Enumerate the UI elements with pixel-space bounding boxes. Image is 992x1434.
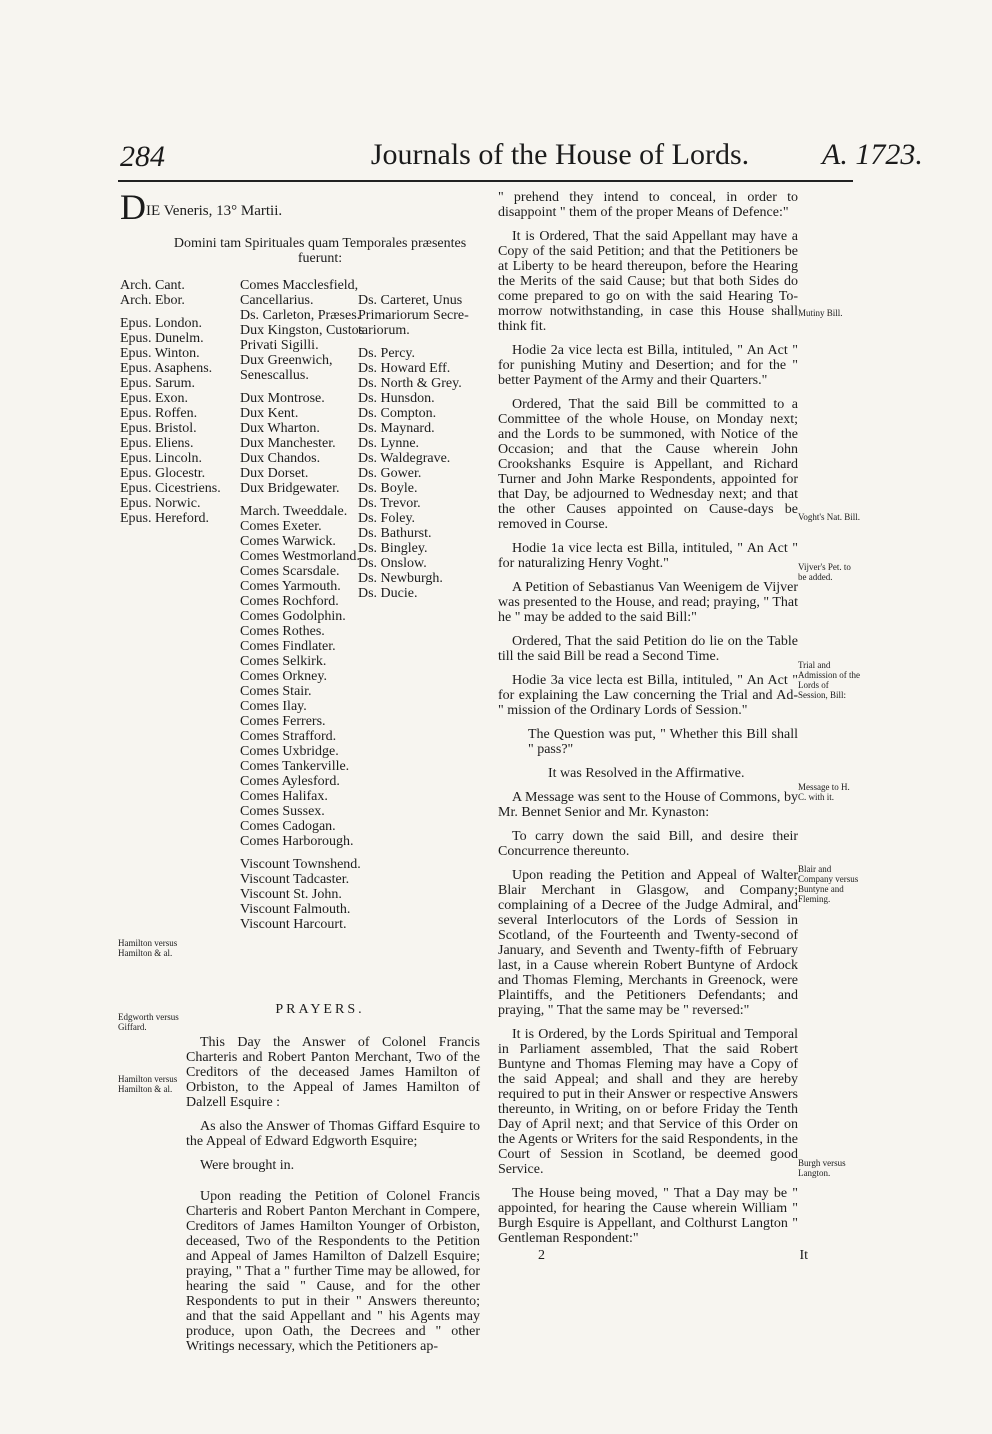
prayers-heading: PRAYERS. <box>275 1002 365 1017</box>
lord-name: Comes Selkirk. <box>240 654 327 669</box>
margin-note: Message to H. C. with it. <box>798 782 850 802</box>
lord-name: Epus. Exon. <box>120 391 189 406</box>
lord-name: Epus. Cicestriens. <box>120 481 221 496</box>
lord-name: Comes Godolphin. <box>240 609 346 624</box>
paragraph: Ordered, That the said Petition do lie on the Table till the said Bill be read a Second Time. <box>498 634 798 664</box>
lord-name: Comes Orkney. <box>240 669 327 684</box>
margin-note: Vijver's Pet. to be added. <box>798 562 851 582</box>
lord-name: Ds. Percy. <box>358 346 416 361</box>
lord-name: Comes Cadogan. <box>240 819 336 834</box>
lord-name: Comes Scarsdale. <box>240 564 340 579</box>
header-rule <box>118 180 853 182</box>
paragraph: Hodie 2a vice lecta est Billa, intituled, " An Act " for punishing Mutiny and Desertion; and for the " better Payment of the Army and their Quarters." <box>498 343 798 388</box>
lord-name: Epus. Eliens. <box>120 436 194 451</box>
paragraph: Hodie 3a vice lecta est Billa, intituled, " An Act " for explaining the Law concerning the Trial and Ad- " mission of the Ordinary Lords of Session." <box>498 673 798 718</box>
lord-name: Dux Dorset. <box>240 466 309 481</box>
lord-name: Ds. Trevor. <box>358 496 421 511</box>
lord-name: Epus. Hereford. <box>120 511 210 526</box>
left-column <box>120 187 480 1363</box>
lord-name: Ds. Newburgh. <box>358 571 443 586</box>
lord-name: Dux Chandos. <box>240 451 321 466</box>
lord-name: Viscount St. John. <box>240 887 342 902</box>
paragraph: Upon reading the Petition of Colonel Francis Charteris and Robert Panton Merchant in Compere, Creditors of James Hamilton Younger of Orbiston, deceased, Two of the Respondents to the Petition and Appeal of James Hamilton of Dalzell Esquire; praying, " That a " further Time may be allowed, for hearing the said " Cause, and for the other Respondents to put in their " Answers thereunto; and that the said Appellant and " his Agents may produce, upon Oath, the Decrees and " other Writings necessary, which the Petitioners ap- <box>186 1189 480 1354</box>
lord-name: Comes Tankerville. <box>240 759 350 774</box>
lord-name: Ds. Hunsdon. <box>358 391 435 406</box>
paragraph: It is Ordered, by the Lords Spiritual and Temporal in Parliament assembled, That the said Robert Buntyne and Thomas Fleming may have a Copy of the said Appeal; and shall and they are hereby required to put in their Answer or respective Answers thereunto, in Writing, on or before Friday the Tenth Day of April next; and that Service of this Order on the Agents or Writers for the said Respondents, in the Court of Session in Scotland, be deemed good Service. <box>498 1027 798 1177</box>
lord-name: Viscount Tadcaster. <box>240 872 350 887</box>
lord-name: Dux Wharton. <box>240 421 320 436</box>
lord-name: Dux Greenwich, <box>240 353 333 368</box>
paragraph: " prehend they intend to conceal, in order to disappoint " them of the proper Means of Defence:" <box>498 190 798 220</box>
lord-name: Ds. Compton. <box>358 406 437 421</box>
paragraph: As also the Answer of Thomas Giffard Esquire to the Appeal of Edward Edgworth Esquire; <box>186 1119 480 1149</box>
lord-name: Viscount Harcourt. <box>240 917 347 932</box>
lord-name: Comes Yarmouth. <box>240 579 341 594</box>
margin-note: Blair and Company versus Buntyne and Fleming. <box>798 864 859 904</box>
right-column <box>498 190 808 1264</box>
lord-name: Arch. Cant. <box>120 278 185 293</box>
lord-name: Comes Findlater. <box>240 639 336 654</box>
lord-name: Ds. Foley. <box>358 511 416 526</box>
lord-name: Comes Sussex. <box>240 804 325 819</box>
paragraph: The Question was put, " Whether this Bill shall " pass?" <box>528 727 798 757</box>
lord-name: Comes Strafford. <box>240 729 337 744</box>
lord-name: Ds. Gower. <box>358 466 422 481</box>
lord-name: Dux Manchester. <box>240 436 336 451</box>
lord-name: Ds. Lynne. <box>358 436 420 451</box>
lord-name: Senescallus. <box>240 368 309 383</box>
paragraph: It was Resolved in the Affirmative. <box>548 766 745 781</box>
lord-name: Epus. Norwic. <box>120 496 201 511</box>
lord-name: Epus. Asaphens. <box>120 361 213 376</box>
paragraph: A Message was sent to the House of Commons, by Mr. Bennet Senior and Mr. Kynaston: <box>498 790 798 820</box>
margin-note: Mutiny Bill. <box>798 308 843 318</box>
spiritual-lords <box>120 278 220 526</box>
lord-name: Viscount Falmouth. <box>240 902 351 917</box>
lord-name: Epus. Roffen. <box>120 406 198 421</box>
lord-name: Ds. Carteret, Unus <box>358 293 463 308</box>
lord-name: Viscount Townshend. <box>240 857 361 872</box>
lord-name: Comes Stair. <box>240 684 312 699</box>
lord-name: Dux Kingston, Custos <box>240 323 365 338</box>
lord-name: Epus. Winton. <box>120 346 200 361</box>
present-heading: Domini tam Spirituales quam Temporales præsentes fuerunt: <box>173 236 467 266</box>
paragraph: This Day the Answer of Colonel Francis Charteris and Robert Panton Merchant, Two of the Creditors of the deceased James Hamilton of Orbiston, to the Appeal of James Hamilton of Dalzell Esquire : <box>186 1035 480 1110</box>
lord-name: Comes Macclesfield, <box>240 278 359 293</box>
lord-name: Arch. Ebor. <box>120 293 185 308</box>
lord-name: Comes Harborough. <box>240 834 354 849</box>
running-head: Journals of the House of Lords. <box>370 138 750 171</box>
lord-name: Comes Aylesford. <box>240 774 340 789</box>
lord-name: Comes Ilay. <box>240 699 307 714</box>
paragraph: Were brought in. <box>200 1158 295 1173</box>
day-heading-text: IE Veneris, 13° Martii. <box>146 203 283 219</box>
lord-name: Epus. Glocestr. <box>120 466 206 481</box>
lord-name: Ds. Maynard. <box>358 421 435 436</box>
lord-name: March. Tweeddale. <box>240 504 348 519</box>
margin-note: Hamilton versus Hamilton & al. <box>118 938 178 958</box>
margin-note: Edgworth versus Giffard. <box>118 1012 179 1032</box>
temporal-lords <box>240 278 370 932</box>
lord-name: Ds. Ducie. <box>358 586 418 601</box>
margin-note: Hamilton versus Hamilton & al. <box>118 1074 178 1094</box>
lord-name: Ds. Onslow. <box>358 556 427 571</box>
lord-name: Comes Rothes. <box>240 624 325 639</box>
lord-name: Epus. Bristol. <box>120 421 197 436</box>
page-number: 284 <box>120 140 165 173</box>
lord-name: Cancellarius. <box>240 293 314 308</box>
lord-name: Ds. Bingley. <box>358 541 428 556</box>
lord-name: Epus. London. <box>120 316 203 331</box>
day-heading <box>120 187 480 227</box>
lord-name: Dux Montrose. <box>240 391 325 406</box>
lord-name: Comes Warwick. <box>240 534 336 549</box>
lord-name: Comes Rochford. <box>240 594 339 609</box>
paragraph: Hodie 1a vice lecta est Billa, intituled, " An Act " for naturalizing Henry Voght." <box>498 541 798 571</box>
lord-name: Ds. North & Grey. <box>358 376 462 391</box>
lord-name: Primariorum Secre- <box>358 308 469 323</box>
lords-list <box>120 278 480 978</box>
lord-name: Ds. Howard Eff. <box>358 361 451 376</box>
lord-name: Dux Bridgewater. <box>240 481 340 496</box>
lord-name: Ds. Boyle. <box>358 481 418 496</box>
margin-note: Burgh versus Langton. <box>798 1158 846 1178</box>
margin-note: Trial and Admission of the Lords of Session, Bill: <box>798 660 860 700</box>
lord-name: Privati Sigilli. <box>240 338 319 353</box>
catchword: It <box>799 1248 808 1263</box>
lord-name: Epus. Sarum. <box>120 376 196 391</box>
lord-name: Comes Uxbridge. <box>240 744 339 759</box>
paragraph: The House being moved, " That a Day may be " appointed, for hearing the Cause wherein William " Burgh Esquire is Appellant, and Colthurst Langton " Gentleman Respondent:" <box>498 1186 798 1246</box>
lord-name: Epus. Dunelm. <box>120 331 204 346</box>
lord-name: Dux Kent. <box>240 406 299 421</box>
drop-cap: D <box>120 187 146 227</box>
lord-name: Comes Westmorland. <box>240 549 360 564</box>
paragraph: To carry down the said Bill, and desire their Concurrence thereunto. <box>498 829 798 859</box>
lord-name: tariorum. <box>358 323 410 338</box>
lord-name: Ds. Bathurst. <box>358 526 432 541</box>
paragraph: Upon reading the Petition and Appeal of Walter Blair Merchant in Glasgow, and Company; complaining of a Decree of the Judge Admiral, and several Interlocutors of the Lords of Session in Scotland, of the Fourteenth and Twenty-second of January, and Seventh and Twenty-fifth of February last, in a Cause wherein Robert Buntyne of Ardock and Thomas Fleming, Merchants in Greenock, were Plaintiffs, and the Petitioners Defendants; and praying, " That the same may be " reversed:" <box>498 868 798 1018</box>
lord-name: Comes Exeter. <box>240 519 322 534</box>
lord-name: Epus. Lincoln. <box>120 451 203 466</box>
lord-name: Ds. Waldegrave. <box>358 451 451 466</box>
lord-name: Ds. Carleton, Præses. <box>240 308 361 323</box>
signature-mark: 2 <box>538 1248 545 1263</box>
lord-name: Comes Ferrers. <box>240 714 326 729</box>
lord-name: Comes Halifax. <box>240 789 328 804</box>
paragraph: A Petition of Sebastianus Van Weenigem de Vijver was presented to the House, and read; praying, " That he " may be added to the said Bill:" <box>498 580 798 625</box>
paragraph: It is Ordered, That the said Appellant may have a Copy of the said Petition; and that the Petitioners be at Liberty to be heard thereupon, before the Hearing the Merits of the said Cause; but that both Sides do come prepared to go on with the said Hearing To-morrow notwithstanding, in case this House shall think fit. <box>498 229 798 334</box>
year: A. 1723. <box>822 138 923 171</box>
barons <box>358 293 483 601</box>
margin-note: Voght's Nat. Bill. <box>798 512 860 522</box>
paragraph: Ordered, That the said Bill be committed to a Committee of the whole House, on Monday next; and the Lords to be summoned, with Notice of the Occasion; and that the Cause wherein John Crookshanks Esquire is Appellant, and Richard Turner and John Marke Respondents, appointed for that Day, be adjourned to Wednesday next; and that the other Causes appointed on Cause-days be removed in Course. <box>498 397 798 532</box>
